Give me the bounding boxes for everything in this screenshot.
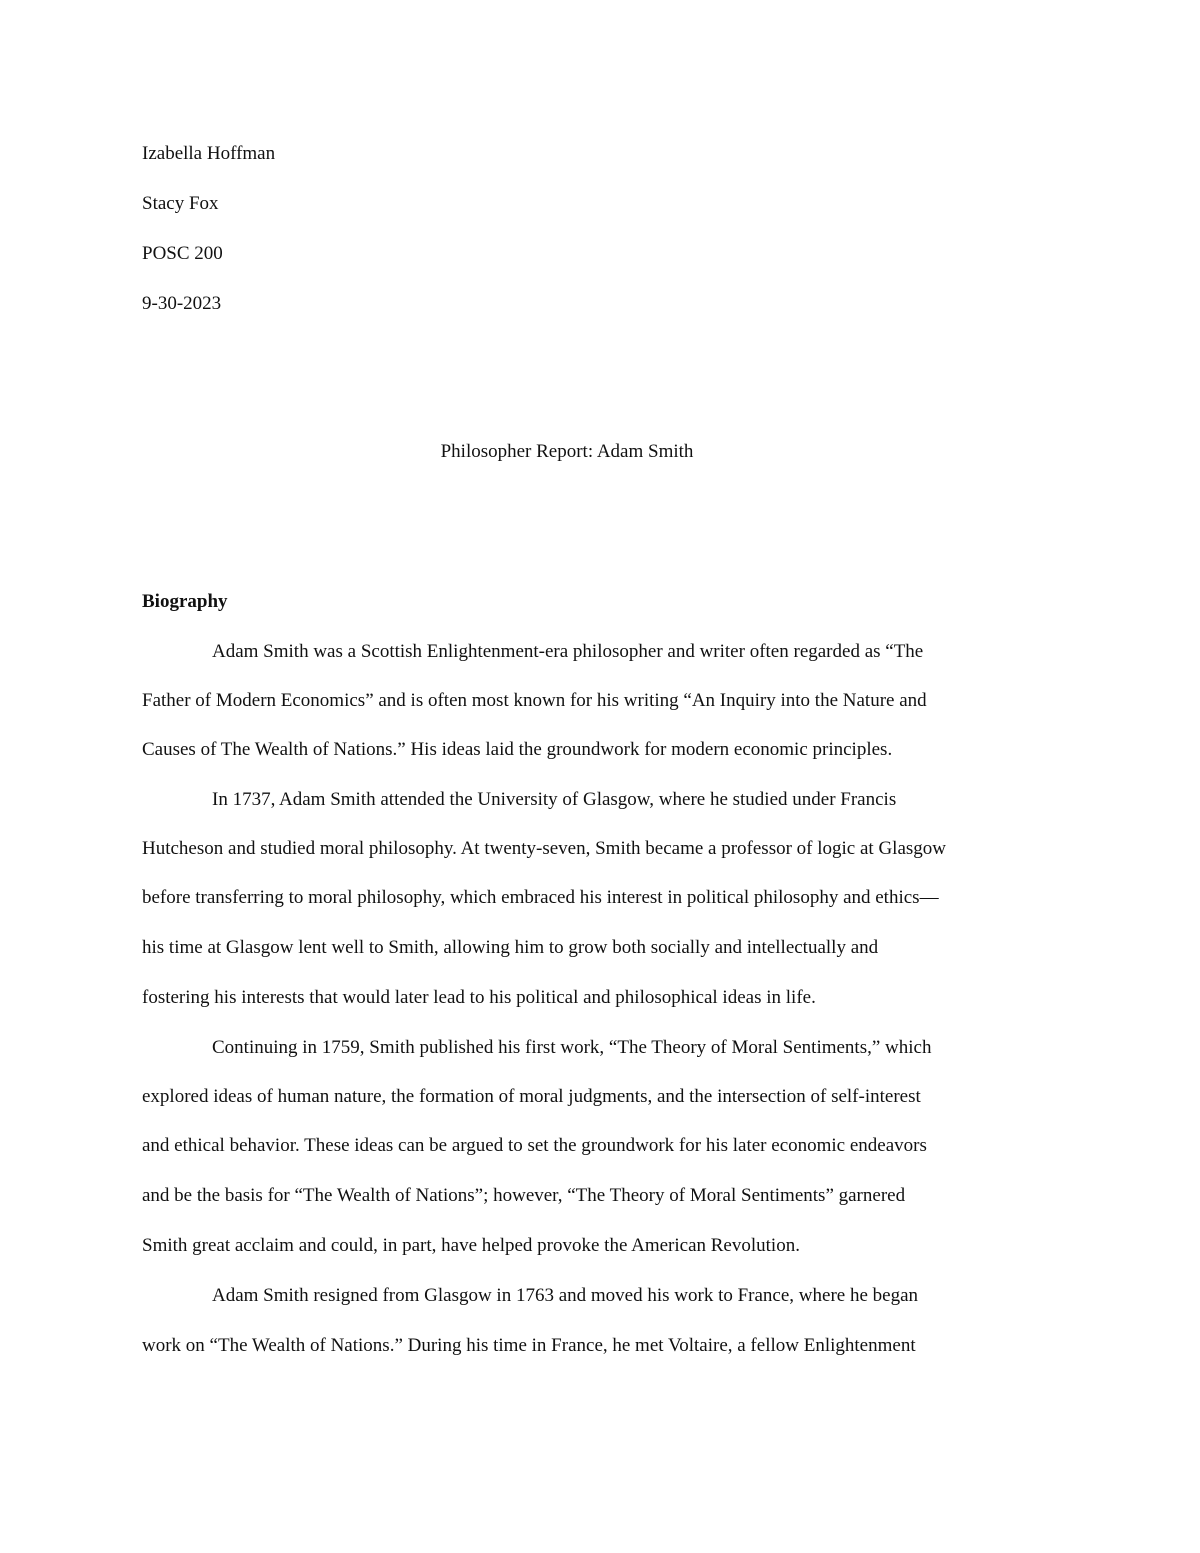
paragraph-line: and be the basis for “The Wealth of Nations”; however, “The Theory of Moral Sentiments” garnered (142, 1185, 906, 1206)
paragraph-line: Continuing in 1759, Smith published his first work, “The Theory of Moral Sentiments,” which (212, 1037, 932, 1058)
course-code: POSC 200 (142, 243, 223, 264)
paragraph-line: before transferring to moral philosophy, which embraced his interest in political philosophy and ethics— (142, 887, 939, 908)
paragraph-line: Hutcheson and studied moral philosophy. At twenty-seven, Smith became a professor of logic at Glasgow (142, 838, 946, 859)
paragraph-line: In 1737, Adam Smith attended the University of Glasgow, where he studied under Francis (212, 789, 897, 810)
section-heading: Biography (142, 591, 228, 612)
paragraph-line: work on “The Wealth of Nations.” During his time in France, he met Voltaire, a fellow Enlightenment (142, 1335, 916, 1356)
paragraph-line: Causes of The Wealth of Nations.” His ideas laid the groundwork for modern economic principles. (142, 739, 893, 760)
paragraph-line: Adam Smith resigned from Glasgow in 1763 and moved his work to France, where he began (212, 1285, 919, 1306)
paragraph-line: his time at Glasgow lent well to Smith, allowing him to grow both socially and intellectually and (142, 937, 879, 958)
paragraph-line: Smith great acclaim and could, in part, have helped provoke the American Revolution. (142, 1235, 800, 1256)
student-name: Izabella Hoffman (142, 143, 276, 164)
paragraph-line: Adam Smith was a Scottish Enlightenment-era philosopher and writer often regarded as “The (212, 641, 924, 662)
paragraph-line: fostering his interests that would later lead to his political and philosophical ideas in life. (142, 987, 816, 1008)
instructor-name: Stacy Fox (142, 193, 219, 214)
paragraph-line: Father of Modern Economics” and is often most known for his writing “An Inquiry into the Nature and (142, 690, 927, 711)
document-title: Philosopher Report: Adam Smith (440, 441, 694, 462)
document-date: 9-30-2023 (142, 293, 222, 314)
paragraph-line: and ethical behavior. These ideas can be argued to set the groundwork for his later economic endeavors (142, 1135, 927, 1156)
paragraph-line: explored ideas of human nature, the formation of moral judgments, and the intersection of self-interest (142, 1086, 921, 1107)
